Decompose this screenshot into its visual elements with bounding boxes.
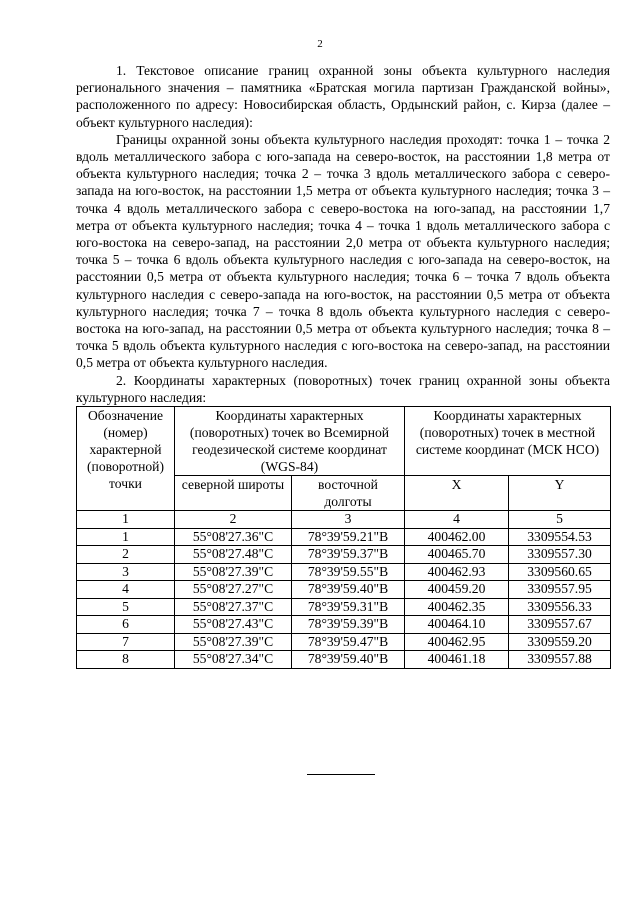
longitude-cell: 78°39'59.37"В (292, 546, 405, 564)
table-row (77, 563, 611, 581)
latitude-cell: 55°08'27.48"С (175, 546, 292, 564)
x-cell: 400462.00 (405, 528, 509, 546)
header-msk-group: Координаты характерных (поворотных) точек в местной системе координат (МСК НСО) (405, 407, 611, 476)
x-cell: 400462.93 (405, 563, 509, 581)
header-y: Y (509, 476, 611, 511)
table-row (77, 528, 611, 546)
point-number-cell: 5 (77, 598, 175, 616)
point-number-cell: 8 (77, 651, 175, 669)
table-header-row (77, 407, 611, 476)
point-number-cell: 2 (77, 546, 175, 564)
point-number-cell: 6 (77, 616, 175, 634)
point-number-cell: 1 (77, 528, 175, 546)
y-cell: 3309556.33 (509, 598, 611, 616)
table-row (77, 651, 611, 669)
table-row (77, 598, 611, 616)
header-point-designation: Обозначение (номер) характерной (поворотной) точки (77, 407, 175, 511)
column-number: 5 (509, 511, 611, 529)
latitude-cell: 55°08'27.37"С (175, 598, 292, 616)
header-north-latitude: северной широты (175, 476, 292, 511)
point-number-cell: 3 (77, 563, 175, 581)
column-number-row (77, 511, 611, 529)
header-east-longitude: восточной долготы (292, 476, 405, 511)
longitude-cell: 78°39'59.47"В (292, 633, 405, 651)
latitude-cell: 55°08'27.39"С (175, 633, 292, 651)
x-cell: 400465.70 (405, 546, 509, 564)
page-number: 2 (317, 38, 323, 50)
y-cell: 3309557.30 (509, 546, 611, 564)
header-wgs84-group: Координаты характерных (поворотных) точек во Всемирной геодезической системе координат (WGS-84) (175, 407, 405, 476)
column-number: 1 (77, 511, 175, 529)
latitude-cell: 55°08'27.36"С (175, 528, 292, 546)
coordinates-table (76, 406, 611, 669)
y-cell: 3309560.65 (509, 563, 611, 581)
table-row (77, 616, 611, 634)
paragraph-coordinates-heading: 2. Координаты характерных (поворотных) точек границ охранной зоны объекта культурного наследия: (76, 372, 610, 405)
column-number: 3 (292, 511, 405, 529)
document-body (76, 62, 610, 669)
longitude-cell: 78°39'59.40"В (292, 581, 405, 599)
x-cell: 400459.20 (405, 581, 509, 599)
end-of-text-line (307, 774, 375, 775)
y-cell: 3309559.20 (509, 633, 611, 651)
x-cell: 400464.10 (405, 616, 509, 634)
y-cell: 3309554.53 (509, 528, 611, 546)
x-cell: 400462.95 (405, 633, 509, 651)
longitude-cell: 78°39'59.39"В (292, 616, 405, 634)
latitude-cell: 55°08'27.39"С (175, 563, 292, 581)
header-x: X (405, 476, 509, 511)
latitude-cell: 55°08'27.27"С (175, 581, 292, 599)
table-row (77, 546, 611, 564)
latitude-cell: 55°08'27.34"С (175, 651, 292, 669)
point-number-cell: 7 (77, 633, 175, 651)
y-cell: 3309557.95 (509, 581, 611, 599)
column-number: 4 (405, 511, 509, 529)
table-row (77, 581, 611, 599)
latitude-cell: 55°08'27.43"С (175, 616, 292, 634)
coordinates-rows (77, 528, 611, 668)
longitude-cell: 78°39'59.55"В (292, 563, 405, 581)
point-number-cell: 4 (77, 581, 175, 599)
paragraph-boundaries: Границы охранной зоны объекта культурного наследия проходят: точка 1 – точка 2 вдоль металлического забора с юго-запада на северо-восток, на расстоянии 1,8 метра от объекта культурного наследия; точка 2 – точка 3 вдоль металлического забора с северо-запада на юго-восток, на расстоянии 1,5 метра от объекта культурного наследия; точка 3 – точка 4 вдоль металлического забора с северо-востока на юго-запад, на расстоянии 1,7 метра от объекта культурного наследия; точка 4 – точка 1 вдоль металлического забора с юго-востока на северо-запад, на расстоянии 2,0 метра от объекта культурного наследия; точка 5 – точка 6 вдоль объекта культурного наследия с юго-запада на северо-восток, на расстоянии 0,5 метра от объекта культурного наследия; точка 6 – точка 7 вдоль объекта культурного наследия с северо-запада на юго-восток, на расстоянии 0,5 метра от объекта культурного наследия; точка 7 – точка 8 вдоль объекта культурного наследия с северо-востока на юго-запад, на расстоянии 0,5 метра от объекта культурного наследия; точка 8 – точка 5 вдоль объекта культурного наследия с юго-востока на северо-запад, на расстоянии 0,5 метра от объекта культурного наследия. (76, 131, 610, 371)
longitude-cell: 78°39'59.21"В (292, 528, 405, 546)
y-cell: 3309557.88 (509, 651, 611, 669)
paragraph-intro: 1. Текстовое описание границ охранной зоны объекта культурного наследия регионального значения – памятника «Братская могила партизан Гражданской войны», расположенного по адресу: Новосибирская область, Ордынский район, с. Кирза (далее – объект культурного наследия): (76, 63, 610, 130)
column-number: 2 (175, 511, 292, 529)
y-cell: 3309557.67 (509, 616, 611, 634)
longitude-cell: 78°39'59.40"В (292, 651, 405, 669)
table-row (77, 633, 611, 651)
longitude-cell: 78°39'59.31"В (292, 598, 405, 616)
x-cell: 400462.35 (405, 598, 509, 616)
x-cell: 400461.18 (405, 651, 509, 669)
